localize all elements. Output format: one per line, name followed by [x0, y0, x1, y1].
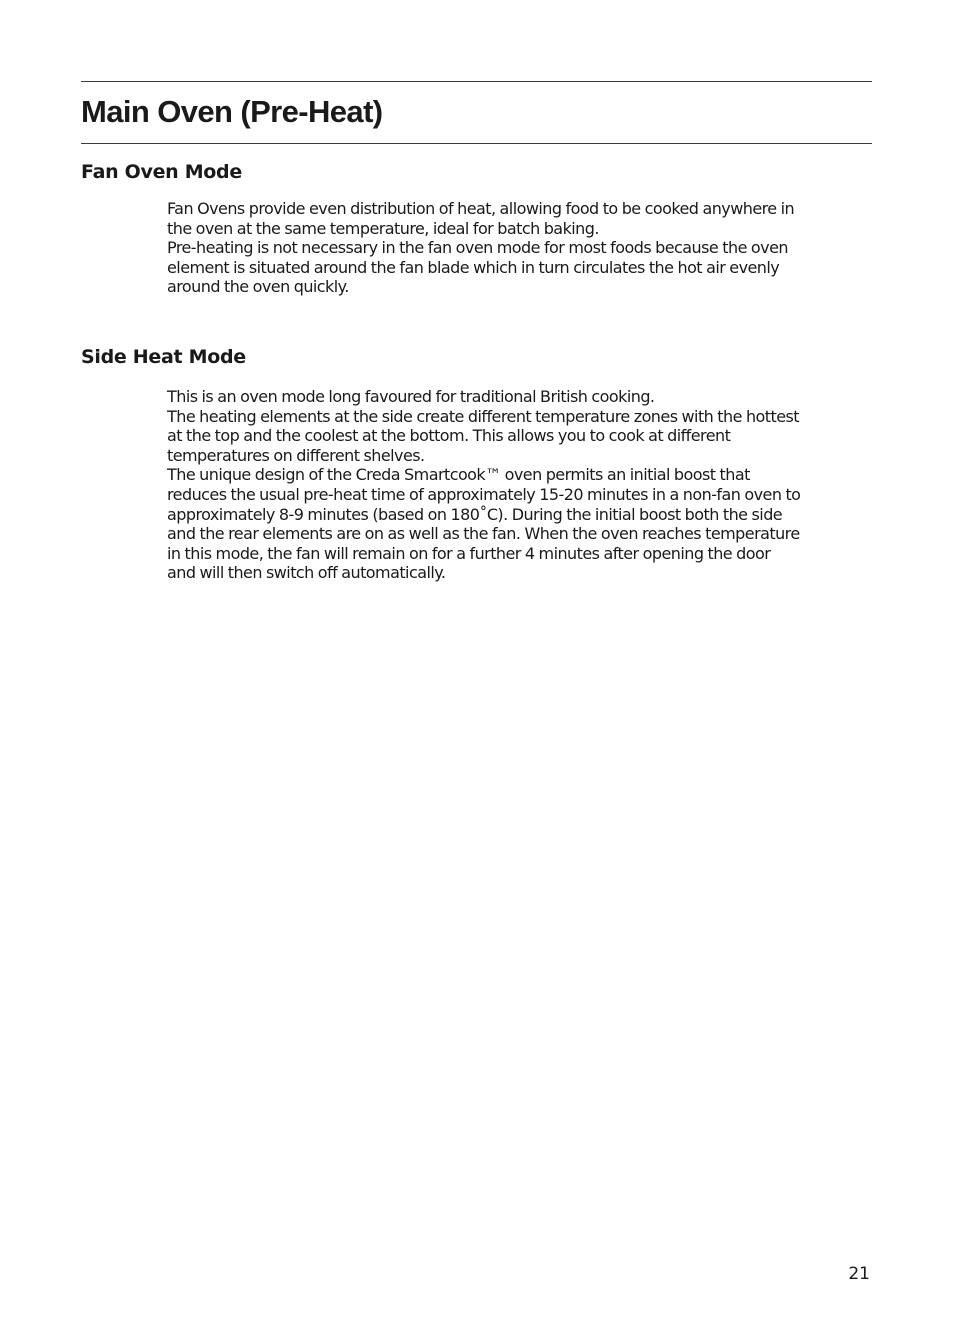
body-line: and will then switch off automatically. [167, 563, 446, 583]
title-top-rule [81, 81, 872, 82]
body-line: Pre-heating is not necessary in the fan oven mode for most foods because the oven [167, 238, 788, 258]
body-line: The unique design of the Creda Smartcook™ oven permits an initial boost that [167, 465, 750, 485]
body-line: the oven at the same temperature, ideal for batch baking. [167, 218, 599, 238]
side-heat-mode-heading: Side Heat Mode [81, 346, 246, 368]
body-line: approximately 8-9 minutes (based on 180˚C). During the initial boost both the side [167, 504, 783, 524]
body-line: around the oven quickly. [167, 277, 349, 297]
body-line: temperatures on different shelves. [167, 445, 425, 465]
body-line: element is situated around the fan blade which in turn circulates the hot air evenly [167, 257, 780, 277]
title-bottom-rule [81, 143, 872, 144]
fan-oven-mode-body [167, 199, 877, 297]
page-number: 21 [848, 1264, 870, 1284]
side-heat-mode-body [167, 387, 877, 583]
body-line: at the top and the coolest at the bottom. This allows you to cook at different [167, 426, 731, 446]
page-title: Main Oven (Pre-Heat) [81, 94, 383, 129]
body-line: Fan Ovens provide even distribution of heat, allowing food to be cooked anywhere in [167, 199, 795, 218]
body-line: This is an oven mode long favoured for traditional British cooking. [167, 387, 655, 406]
body-line: reduces the usual pre-heat time of approximately 15-20 minutes in a non-fan oven to [167, 484, 801, 504]
body-line: in this mode, the fan will remain on for a further 4 minutes after opening the door [167, 543, 771, 563]
body-line: The heating elements at the side create different temperature zones with the hottest [167, 406, 800, 426]
fan-oven-mode-heading: Fan Oven Mode [81, 161, 242, 183]
body-line: and the rear elements are on as well as the fan. When the oven reaches temperature [167, 524, 800, 544]
